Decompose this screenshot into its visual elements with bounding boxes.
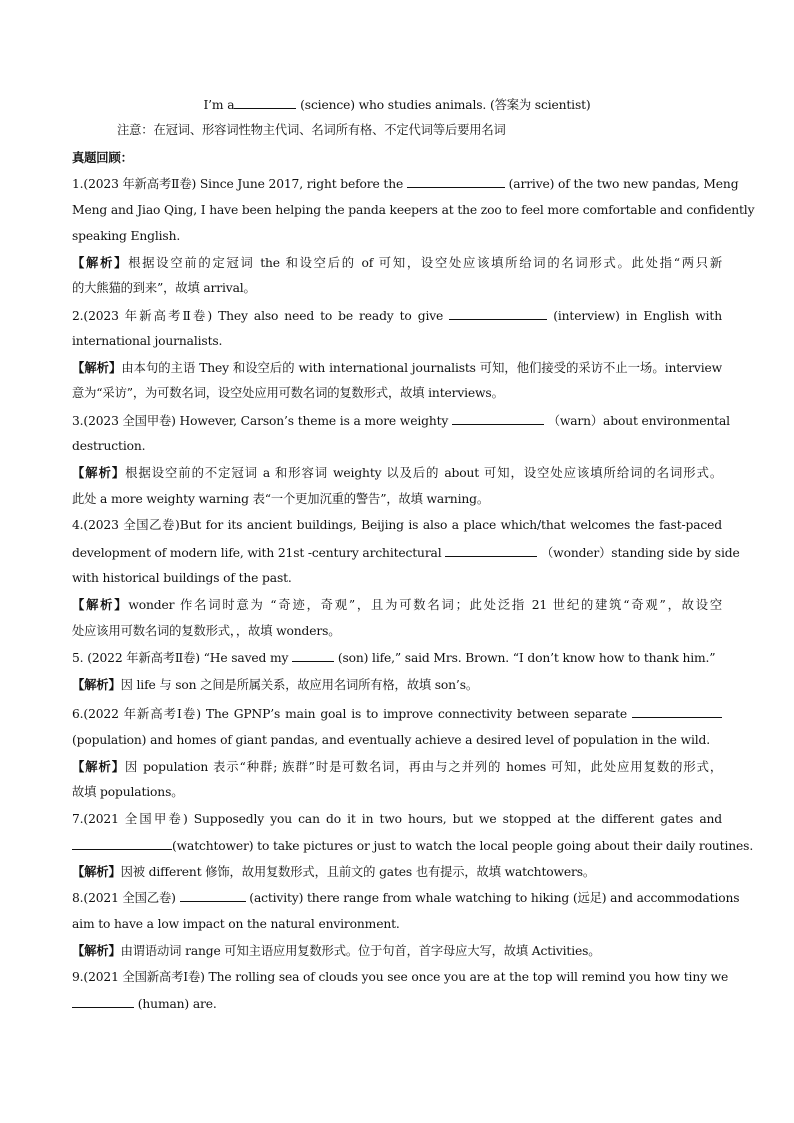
analysis-line: 【解析】因 population 表示“种群; 族群”时是可数名词，再由与之并列的 homes 可知，此处应用复数的形式，: [72, 759, 722, 774]
analysis-tag: 【解析】: [72, 597, 129, 612]
question-line: 5. (2022 年新高考Ⅱ卷) “He saved my (son) life,” said Mrs. Brown. “I don’t know how to thank him.”: [72, 651, 716, 665]
note-line: 注意：在冠词、形容词性物主代词、名词所有格、不定代词等后要用名词: [117, 123, 506, 137]
analysis-tag: 【解析】: [72, 360, 122, 375]
question-line: international journalists.: [72, 334, 223, 348]
question-line: Meng and Jiao Qing, I have been helping the panda keepers at the zoo to feel more comfortable and confidently: [72, 203, 755, 217]
question-line: (population) and homes of giant pandas, and eventually achieve a desired level of population in the wild.: [72, 733, 710, 747]
question-line: (human) are.: [72, 996, 722, 1012]
question-line: speaking English.: [72, 229, 181, 243]
question-line: 1.(2023 年新高考Ⅱ卷) Since June 2017, right before the (arrive) of the two new pandas, Meng: [72, 177, 739, 191]
answer-blank: [445, 545, 537, 557]
question-line: destruction.: [72, 439, 146, 453]
analysis-line: 意为“采访”，为可数名词，设空处应用可数名词的复数形式，故填 interviews。: [72, 386, 504, 400]
example-sentence: [0, 97, 794, 113]
analysis-line: 【解析】由本句的主语 They 和设空后的 with international journalists 可知，他们接受的采访不止一场。interview: [72, 360, 722, 375]
analysis-line: 故填 populations。: [72, 785, 184, 799]
question-line: development of modern life, with 21st -century architectural （wonder）standing side by side: [72, 546, 740, 560]
analysis-tag: 【解析】: [72, 759, 125, 774]
analysis-line: 【解析】因 life 与 son 之间是所属关系，故应用名词所有格，故填 son’s。: [72, 677, 479, 692]
answer-blank: [72, 838, 172, 850]
answer-blank: [452, 413, 544, 425]
question-line: 4.(2023 全国乙卷)But for its ancient buildings, Beijing is also a place which/that welcomes the fast-paced: [72, 518, 722, 532]
answer-blank: [72, 996, 134, 1008]
answer-blank: [632, 706, 722, 718]
analysis-line: 【解析】因被 different 修饰，故用复数形式，且前文的 gates 也有提示，故填 watchtowers。: [72, 864, 596, 879]
answer-blank: [407, 176, 505, 188]
analysis-line: 【解析】根据设空前的不定冠词 a 和形容词 weighty 以及后的 about 可知，设空处应该填所给词的名词形式。: [72, 465, 723, 480]
analysis-line: 处应该用可数名词的复数形式，，故填 wonders。: [72, 624, 341, 638]
answer-blank: [234, 97, 296, 109]
question-line: 8.(2021 全国乙卷) (activity) there range from whale watching to hiking (远足) and accommodations: [72, 891, 740, 905]
analysis-line: 【解析】wonder 作名词时意为 “奇迹，奇观”，且为可数名词；此处泛指 21 世纪的建筑“奇观”，故设空: [72, 597, 722, 612]
answer-blank: [292, 650, 334, 662]
analysis-line: 此处 a more weighty warning 表“一个更加沉重的警告”，故填 warning。: [72, 492, 490, 506]
example-text: I’m a: [203, 98, 235, 112]
question-line: 6.(2022 年新高考Ⅰ卷) The GPNP’s main goal is to improve connectivity between separate: [72, 706, 722, 722]
analysis-tag: 【解析】: [72, 465, 126, 480]
analysis-tag: 【解析】: [72, 255, 129, 270]
analysis-line: 【解析】由谓语动词 range 可知主语应用复数形式。位于句首，首字母应大写，故填 Activities。: [72, 943, 601, 958]
analysis-line: 的大熊猫的到来”，故填 arrival。: [72, 281, 256, 295]
question-line: 3.(2023 全国甲卷) However, Carson’s theme is a more weighty （warn）about environmental: [72, 414, 730, 428]
question-line: with historical buildings of the past.: [72, 571, 292, 585]
analysis-line: 【解析】根据设空前的定冠词 the 和设空后的 of 可知，设空处应该填所给词的名词形式。此处指“两只新: [72, 255, 722, 270]
question-line: (watchtower) to take pictures or just to watch the local people going about their daily routines.: [72, 838, 722, 854]
question-line: 2.(2023 年新高考Ⅱ卷) They also need to be ready to give (interview) in English with: [72, 309, 722, 323]
analysis-tag: 【解析】: [72, 943, 121, 958]
analysis-tag: 【解析】: [72, 864, 121, 879]
question-line: aim to have a low impact on the natural environment.: [72, 917, 400, 931]
example-text: (science) who studies animals. (答案为 scientist): [296, 98, 591, 112]
analysis-tag: 【解析】: [72, 677, 121, 692]
answer-blank: [449, 308, 547, 320]
question-line: 9.(2021 全国新高考Ⅰ卷) The rolling sea of clouds you see once you are at the top will remind you how tiny we: [72, 970, 729, 984]
question-line: 7.(2021 全国甲卷) Supposedly you can do it in two hours, but we stopped at the different gates and: [72, 812, 722, 826]
answer-blank: [180, 890, 246, 902]
section-title: 真题回顾：: [72, 150, 133, 165]
